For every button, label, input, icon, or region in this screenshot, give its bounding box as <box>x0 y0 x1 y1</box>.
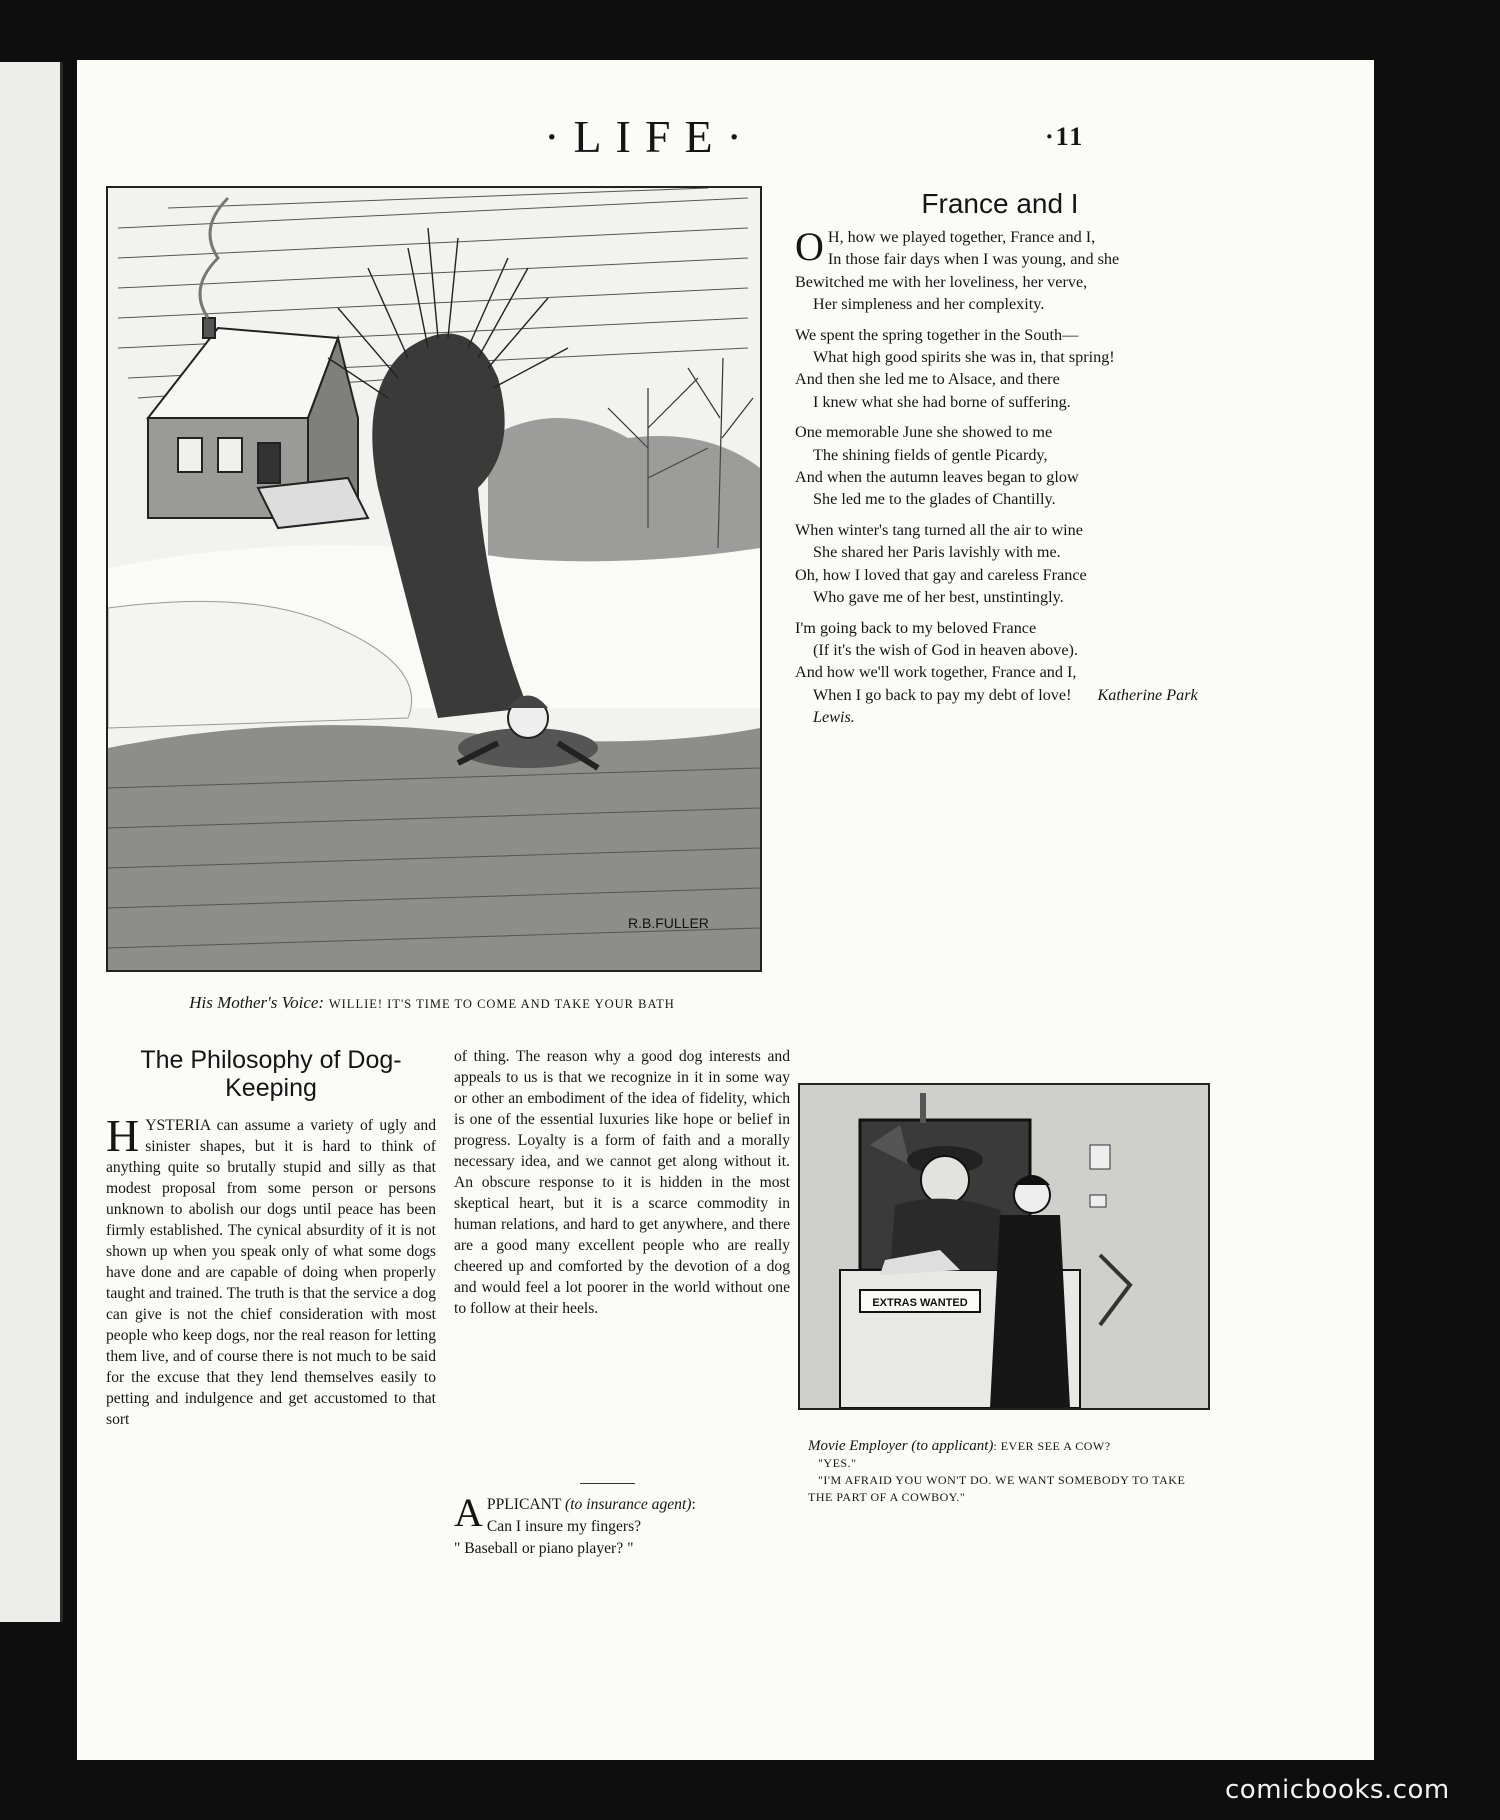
joke-word: PPLICANT <box>486 1496 562 1513</box>
extras-wanted-sign <box>860 1290 980 1312</box>
movie-caption-q: : EVER SEE A COW? <box>993 1439 1111 1453</box>
movie-caption-reply: "I'M AFRAID YOU WON'T DO. WE WANT SOMEBODY TO TAKE THE PART OF A COWBOY." <box>808 1473 1186 1504</box>
poem-line: She led me to the glades of Chantilly. <box>813 490 1056 509</box>
poem-line: She shared her Paris lavishly with me. <box>813 543 1061 562</box>
watermark: comicbooks.com <box>1225 1775 1450 1805</box>
joke-aside: (to insurance agent) <box>565 1496 692 1513</box>
illustration-winter-pond <box>106 186 762 972</box>
winter-pond-drawing <box>108 188 760 970</box>
poem-body <box>795 226 1210 737</box>
poem-line: I knew what she had borne of suffering. <box>813 392 1071 411</box>
poem-line: H, how we played together, France and I, <box>827 228 1096 246</box>
poem-line: Bewitched me with her loveliness, her verve, <box>795 272 1088 291</box>
stanza-2 <box>795 324 1210 414</box>
poem-author: Katherine Park Lewis. <box>813 685 1198 727</box>
masthead: ·LIFE· <box>544 111 756 162</box>
poem-line: I'm going back to my beloved France <box>795 618 1037 637</box>
adjacent-page-edge <box>0 62 63 1622</box>
poem-line: When winter's tang turned all the air to wine <box>795 520 1083 539</box>
joke-question: Can I insure my fingers? <box>486 1518 642 1535</box>
stanza-5 <box>795 617 1210 729</box>
illustration-movie-office <box>798 1083 1210 1410</box>
poem-line: And when the autumn leaves began to glow <box>795 468 1079 487</box>
poem-line: And then she led me to Alsace, and there <box>795 370 1060 389</box>
article-column-2: of thing. The reason why a good dog interests and appeals to us is that we recognize in it in some way or other an embodiment of the idea of fidelity, which is one of the essential luxuries like hope or belief in progress. Loyalty is a form of faith and a morally necessary idea, and we cannot get along without it. An obscure response to it is hidden in the most skeptical heart, but it is a scarce commodity in human relations, and hard to get anywhere, and there are a good many excellent people who are really cheered up and comforted by the devotion of a dog and would feel a lot poorer in the world without one to follow at their heels. <box>454 1048 790 1317</box>
poem-line: Her simpleness and her complexity. <box>813 295 1045 314</box>
poem-line: What high good spirits she was in, that spring! <box>813 348 1115 367</box>
article-column-1 <box>106 1110 436 1430</box>
house <box>148 318 368 528</box>
caption-speaker: His Mother's Voice: <box>189 993 325 1012</box>
applicant-joke <box>454 1490 790 1560</box>
poem-line <box>795 684 1210 729</box>
poem-line: (If it's the wish of God in heaven above). <box>813 640 1078 659</box>
article-drop-cap: H <box>106 1110 140 1161</box>
joke-colon: : <box>691 1496 696 1513</box>
joke-answer: " Baseball or piano player? " <box>454 1540 634 1557</box>
joke-drop-cap: A <box>454 1490 483 1535</box>
poem-line: In those fair days when I was young, and she <box>827 250 1120 269</box>
movie-caption-speaker: Movie Employer (to applicant) <box>808 1438 994 1454</box>
article-title: The Philosophy of Dog-Keeping <box>140 1046 402 1102</box>
section-divider <box>580 1483 635 1484</box>
poem-line: Oh, how I loved that gay and careless France <box>795 565 1087 584</box>
poem-title: France and I <box>921 188 1079 219</box>
poem-line: Who gave me of her best, unstintingly. <box>813 588 1064 607</box>
stanza-3 <box>795 421 1210 511</box>
poem-line: We spent the spring together in the South— <box>795 325 1079 344</box>
poem-line: The shining fields of gentle Picardy, <box>813 445 1048 464</box>
stanza-4 <box>795 519 1210 609</box>
page-number: ·11 <box>1045 122 1085 151</box>
poem-last-line: When I go back to pay my debt of love! <box>813 685 1072 704</box>
poem-line: And how we'll work together, France and I, <box>795 663 1077 682</box>
sign-text: EXTRAS WANTED <box>872 1297 968 1309</box>
caption-text: WILLIE! IT'S TIME TO COME AND TAKE YOUR BATH <box>328 997 675 1011</box>
movie-caption <box>808 1438 1208 1506</box>
signature: R.B.FULLER <box>628 915 709 931</box>
illustration-caption <box>106 993 758 1013</box>
poem-line: One memorable June she showed to me <box>795 423 1053 442</box>
article-text-1: YSTERIA can assume a variety of ugly and sinister shapes, but it is hard to think of anything quite so brutally stupid and silly as that modest proposal from some person or persons unknown to abolish our dogs until peace has been firmly established. The cynical absurdity of it is not shown up when you speak only of what some dogs have done and are capable of doing when properly taught and trained. The truth is that the service a dog can give is not the chief consideration with most people who keep dogs, nor the real reason for letting them live, and of course there is not much to be said for the excuse that they lend themselves easily to petting and indulgence and get accustomed to that sort <box>106 1117 436 1428</box>
poem-drop-cap: O <box>795 224 824 269</box>
movie-caption-yes: "YES." <box>818 1456 857 1470</box>
stanza-1 <box>795 226 1210 316</box>
movie-office-drawing <box>800 1085 1208 1408</box>
